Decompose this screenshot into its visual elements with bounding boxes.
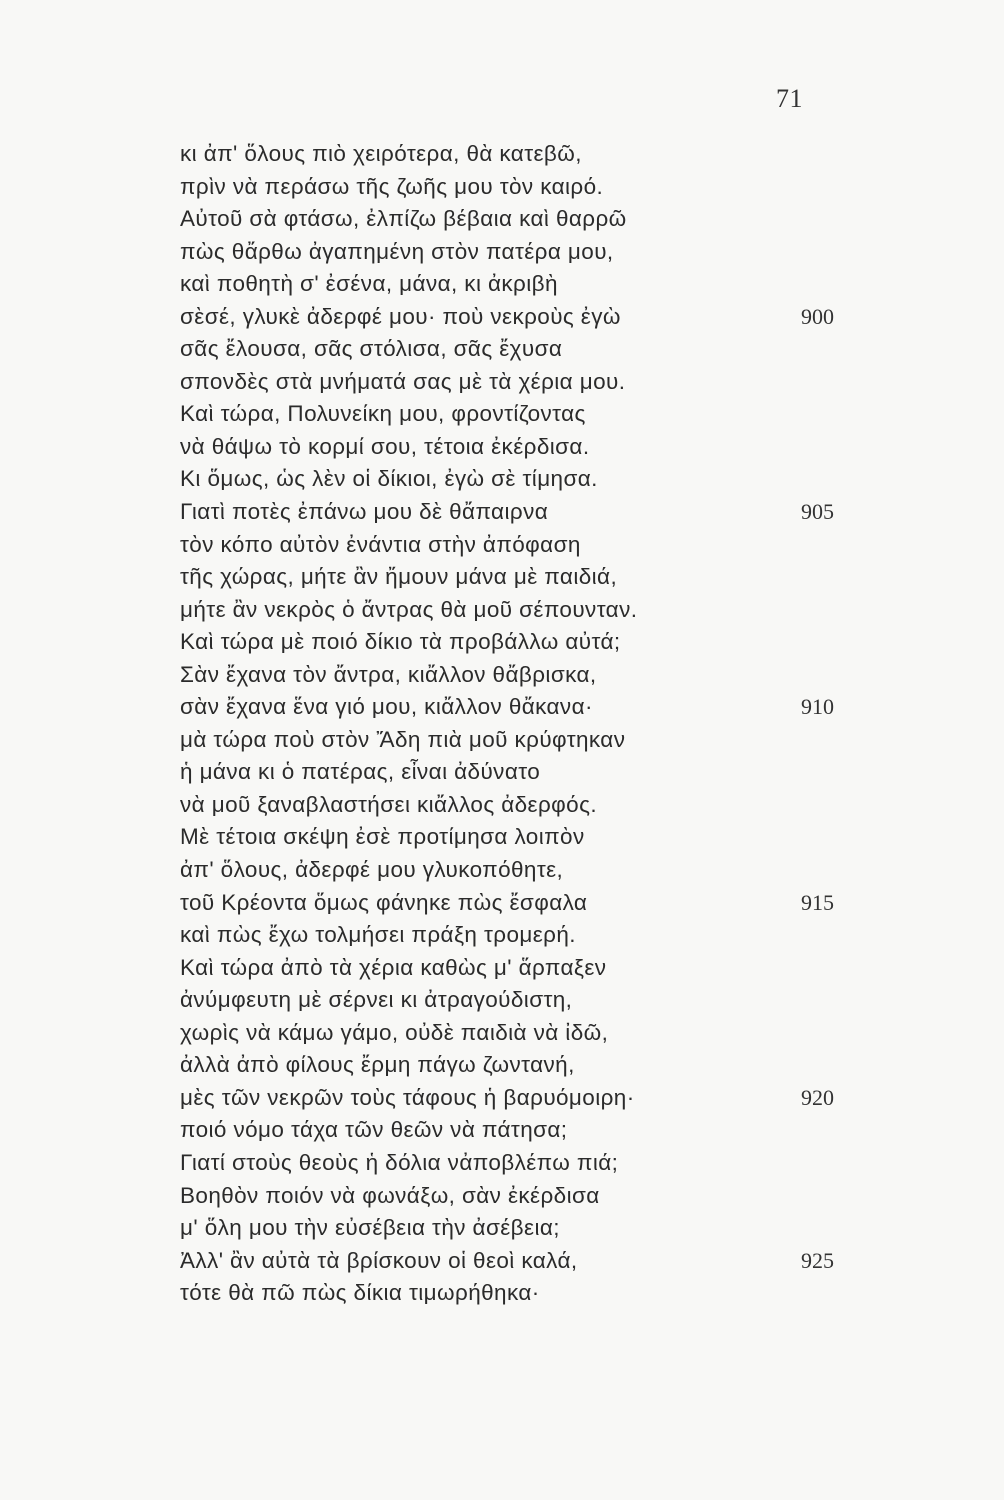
verse-text: ἀπ' ὅλους, ἀδερφέ μου γλυκοπόθητε, (180, 857, 564, 883)
verse-text: μ' ὅλη μου τὴν εὐσέβεια τὴν ἀσέβεια; (180, 1215, 560, 1241)
verse-text: ἀλλὰ ἀπὸ φίλους ἔρμη πάγω ζωντανή, (180, 1052, 575, 1078)
verse-number: 920 (801, 1084, 834, 1110)
verse-number: 915 (801, 889, 834, 915)
verse-line (0, 138, 1004, 171)
verse-line (0, 366, 1004, 399)
verse-line (0, 203, 1004, 236)
verse-line (0, 333, 1004, 366)
page-number: 71 (776, 84, 803, 113)
verse-line (0, 398, 1004, 431)
verse-line (0, 236, 1004, 269)
verse-text: πὼς θἄρθω ἀγαπημένη στὸν πατέρα μου, (180, 238, 614, 264)
verse-line (0, 821, 1004, 854)
verse-line (0, 887, 1004, 920)
verse-text: καὶ ποθητὴ σ' ἐσένα, μάνα, κι ἀκριβὴ (180, 271, 558, 297)
poem-text (0, 138, 1004, 1310)
verse-line (0, 463, 1004, 496)
verse-text: Ἀλλ' ἂν αὐτὰ τὰ βρίσκουν οἱ θεοὶ καλά, (180, 1247, 578, 1273)
verse-line (0, 1180, 1004, 1213)
verse-text: Γιατὶ ποτὲς ἐπάνω μου δὲ θἄπαιρνα (180, 499, 549, 525)
verse-text: τοῦ Κρέοντα ὅμως φάνηκε πὼς ἔσφαλα (180, 889, 588, 915)
verse-line (0, 984, 1004, 1017)
verse-text: μὲς τῶν νεκρῶν τοὺς τάφους ἡ βαρυόμοιρη· (180, 1084, 635, 1110)
verse-text: τῆς χώρας, μήτε ἂν ἤμουν μάνα μὲ παιδιά, (180, 564, 618, 590)
verse-line (0, 1082, 1004, 1115)
verse-line (0, 919, 1004, 952)
verse-text: καὶ πὼς ἔχω τολμήσει πράξη τρομερή. (180, 922, 576, 948)
verse-line (0, 171, 1004, 204)
verse-line (0, 1017, 1004, 1050)
verse-line (0, 691, 1004, 724)
verse-text: Αὐτοῦ σὰ φτάσω, ἐλπίζω βέβαια καὶ θαρρῶ (180, 206, 627, 232)
verse-line (0, 854, 1004, 887)
verse-line (0, 626, 1004, 659)
verse-text: σὲσέ, γλυκὲ ἀδερφέ μου· ποὺ νεκροὺς ἐγὼ (180, 303, 621, 329)
verse-number: 900 (801, 303, 834, 329)
verse-text: χωρὶς νὰ κάμω γάμο, οὐδὲ παιδιὰ νὰ ἰδῶ, (180, 1019, 609, 1045)
verse-text: Καὶ τώρα ἀπὸ τὰ χέρια καθὼς μ' ἅρπαξεν (180, 954, 607, 980)
verse-line (0, 561, 1004, 594)
verse-line (0, 1147, 1004, 1180)
verse-text: ποιό νόμο τάχα τῶν θεῶν νὰ πάτησα; (180, 1117, 568, 1143)
verse-text: νὰ θάψω τὸ κορμί σου, τέτοια ἐκέρδισα. (180, 433, 590, 459)
verse-number: 925 (801, 1247, 834, 1273)
verse-text: Καὶ τώρα, Πολυνείκη μου, φροντίζοντας (180, 401, 586, 427)
verse-line (0, 659, 1004, 692)
verse-line (0, 1277, 1004, 1310)
verse-line (0, 1049, 1004, 1082)
verse-line (0, 1245, 1004, 1278)
verse-text: σὰν ἔχανα ἕνα γιό μου, κιἄλλον θἄκανα· (180, 694, 593, 720)
verse-line (0, 529, 1004, 562)
verse-text: Καὶ τώρα μὲ ποιό δίκιο τὰ προβάλλω αὐτά; (180, 629, 621, 655)
verse-line (0, 1114, 1004, 1147)
verse-text: ἡ μάνα κι ὁ πατέρας, εἶναι ἀδύνατο (180, 759, 541, 785)
verse-text: μήτε ἂν νεκρὸς ὁ ἄντρας θὰ μοῦ σέπουνταν. (180, 596, 638, 622)
verse-text: κι ἀπ' ὅλους πιὸ χειρότερα, θὰ κατεβῶ, (180, 141, 582, 166)
verse-line (0, 301, 1004, 334)
verse-line (0, 756, 1004, 789)
verse-line (0, 724, 1004, 757)
verse-text: Σὰν ἔχανα τὸν ἄντρα, κιἄλλον θἄβρισκα, (180, 661, 597, 687)
verse-text: Γιατί στοὺς θεοὺς ἡ δόλια νἀποβλέπω πιά; (180, 1149, 619, 1175)
verse-text: πρὶν νὰ περάσω τῆς ζωῆς μου τὸν καιρό. (180, 173, 604, 199)
verse-text: μὰ τώρα ποὺ στὸν Ἄδη πιὰ μοῦ κρύφτηκαν (180, 726, 626, 752)
verse-text: Βοηθὸν ποιόν νὰ φωνάξω, σὰν ἐκέρδισα (180, 1182, 600, 1208)
verse-line (0, 496, 1004, 529)
verse-text: σπονδὲς στὰ μνήματά σας μὲ τὰ χέρια μου. (180, 368, 626, 394)
verse-text: τότε θὰ πῶ πὼς δίκια τιμωρήθηκα· (180, 1280, 540, 1306)
verse-text: τὸν κόπο αὐτὸν ἐνάντια στὴν ἀπόφαση (180, 531, 581, 557)
verse-text: νὰ μοῦ ξαναβλαστήσει κιἄλλος ἀδερφός. (180, 791, 597, 817)
verse-number: 910 (801, 694, 834, 720)
verse-number: 905 (801, 499, 834, 525)
verse-line (0, 1212, 1004, 1245)
verse-line (0, 952, 1004, 985)
verse-line (0, 268, 1004, 301)
verse-line (0, 594, 1004, 627)
verse-line (0, 789, 1004, 822)
verse-text: Μὲ τέτοια σκέψη ἐσὲ προτίμησα λοιπὸν (180, 824, 585, 850)
verse-line (0, 431, 1004, 464)
verse-text: ἀνύμφευτη μὲ σέρνει κι ἀτραγούδιστη, (180, 987, 573, 1013)
verse-text: σᾶς ἔλουσα, σᾶς στόλισα, σᾶς ἔχυσα (180, 336, 563, 362)
verse-text: Κι ὅμως, ὡς λὲν οἱ δίκιοι, ἐγὼ σὲ τίμησα. (180, 466, 598, 492)
